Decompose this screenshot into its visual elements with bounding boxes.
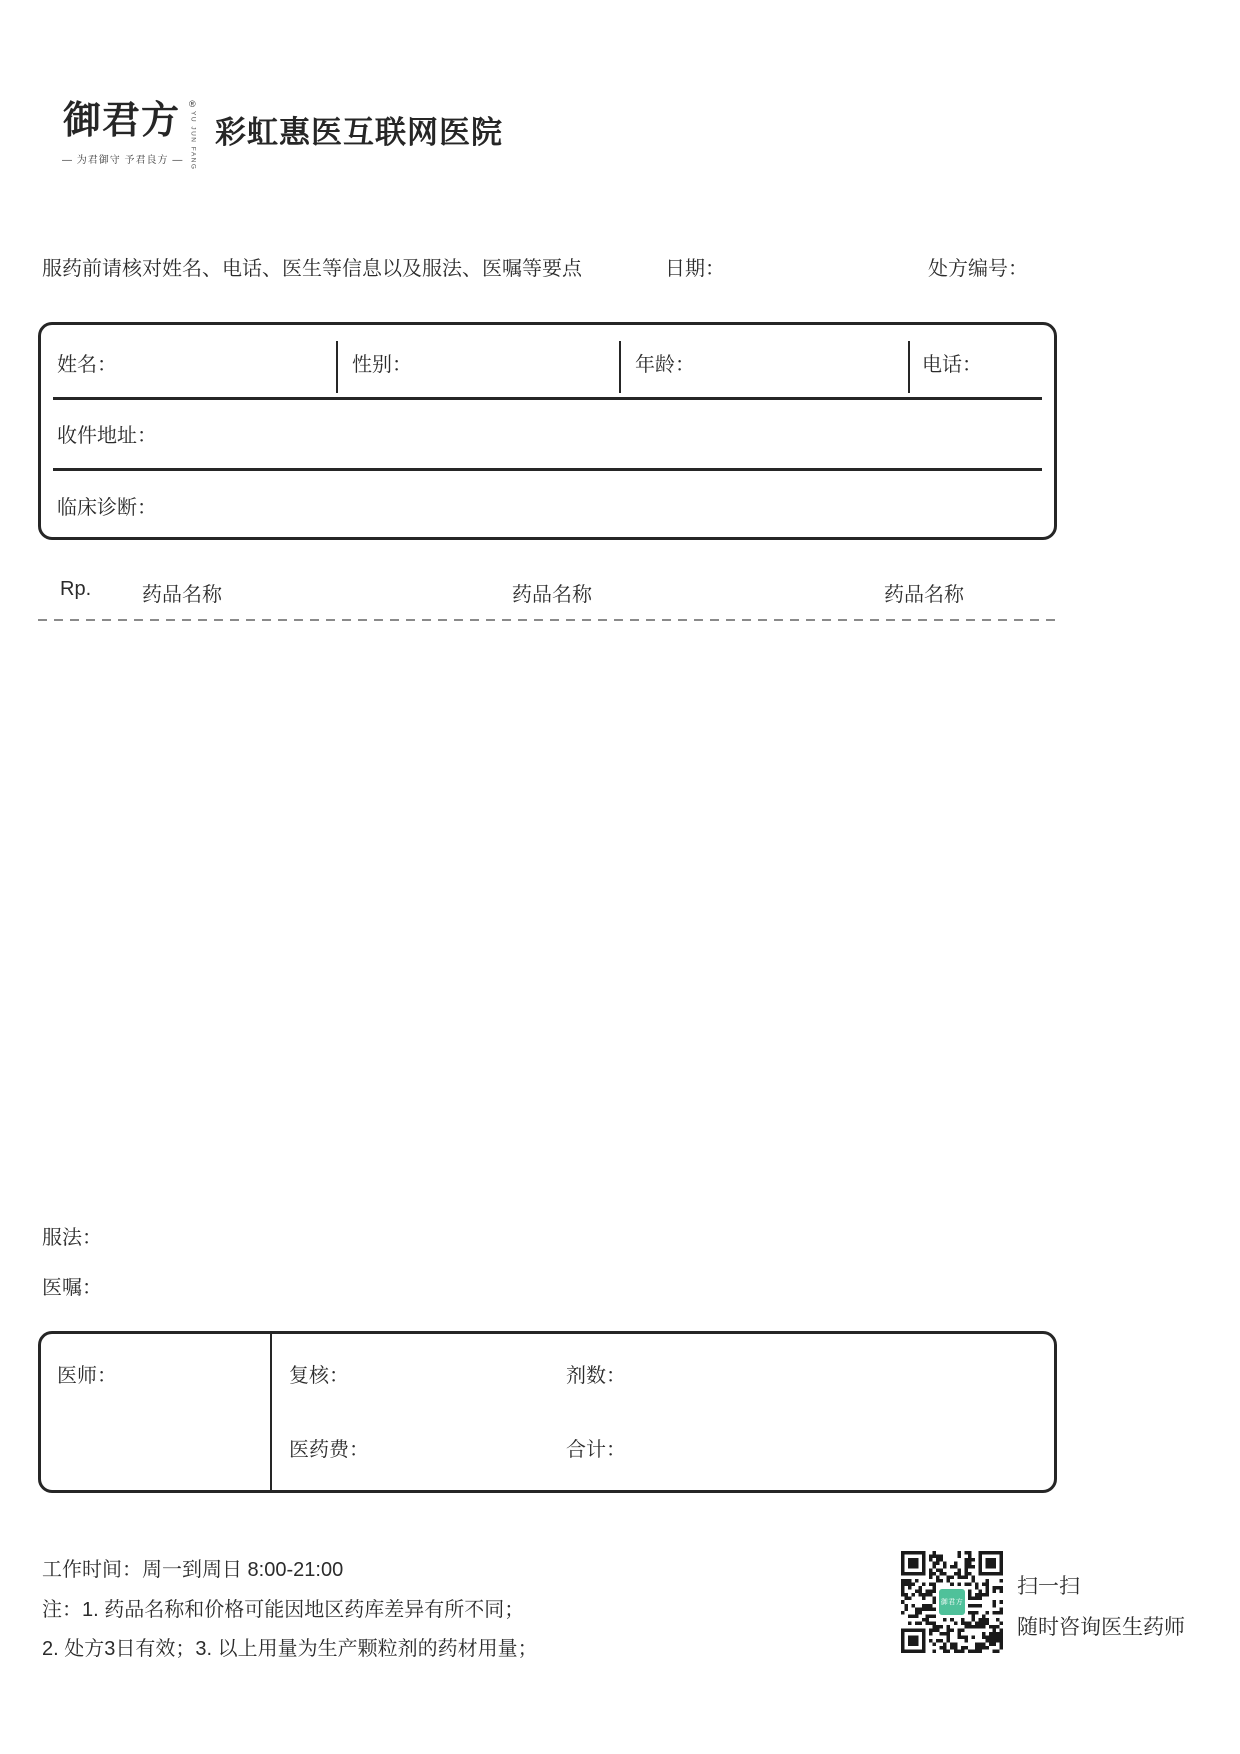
- column-divider: [619, 341, 621, 393]
- dashed-separator: [38, 619, 1057, 621]
- row-divider: [53, 397, 1042, 400]
- clinical-diagnosis-label: 临床诊断：: [57, 497, 157, 519]
- note-line-1: 注：1. 药品名称和价格可能因地区药库差异有所不同；: [42, 1599, 525, 1621]
- column-divider: [336, 341, 338, 393]
- qr-center-logo: [937, 1587, 967, 1617]
- patient-age-label: 年龄：: [635, 354, 695, 376]
- doctor-label: 医师：: [57, 1365, 117, 1387]
- patient-info-box: [38, 322, 1057, 540]
- signoff-box: [38, 1331, 1057, 1493]
- row-divider: [53, 468, 1042, 471]
- registered-trademark-icon: ®: [189, 99, 196, 109]
- scan-title: 扫一扫: [1017, 1575, 1080, 1598]
- drug-name-column-header: 药品名称: [512, 584, 592, 606]
- scan-subtitle: 随时咨询医生药师: [1017, 1616, 1185, 1639]
- total-label: 合计：: [566, 1439, 626, 1461]
- check-reminder-text: 服药前请核对姓名、电话、医生等信息以及服法、医嘱等要点: [42, 258, 582, 280]
- brand-logo-text: 御君方: [63, 97, 181, 142]
- rp-label: Rp.: [60, 578, 92, 600]
- note-line-2: 2. 处方3日有效；3. 以上用量为生产颗粒剂的药材用量；: [42, 1638, 538, 1660]
- patient-name-label: 姓名：: [57, 354, 117, 376]
- column-divider: [908, 341, 910, 393]
- column-divider: [270, 1334, 272, 1490]
- medicine-fee-label: 医药费：: [289, 1439, 369, 1461]
- patient-gender-label: 性别：: [352, 354, 412, 376]
- doses-label: 剂数：: [566, 1365, 626, 1387]
- doctor-advice-label: 医嘱：: [42, 1277, 102, 1299]
- qr-center-logo-text: 御君方: [940, 1598, 964, 1606]
- hospital-name: 彩虹惠医互联网医院: [215, 115, 503, 150]
- brand-romanized-text: YU JUN FANG: [189, 111, 197, 171]
- qr-code: [901, 1551, 1003, 1653]
- patient-phone-label: 电话：: [922, 354, 982, 376]
- drug-name-column-header: 药品名称: [884, 584, 964, 606]
- shipping-address-label: 收件地址：: [57, 425, 157, 447]
- prescription-number-label: 处方编号：: [928, 258, 1028, 280]
- brand-tagline: — 为君御守 予君良方 —: [62, 155, 184, 166]
- work-hours-text: 工作时间：周一到周日 8:00-21:00: [42, 1559, 344, 1581]
- usage-method-label: 服法：: [42, 1227, 102, 1249]
- review-label: 复核：: [289, 1365, 349, 1387]
- drug-name-column-header: 药品名称: [142, 584, 222, 606]
- brand-logo-side: [189, 100, 196, 170]
- date-label: 日期：: [665, 258, 725, 280]
